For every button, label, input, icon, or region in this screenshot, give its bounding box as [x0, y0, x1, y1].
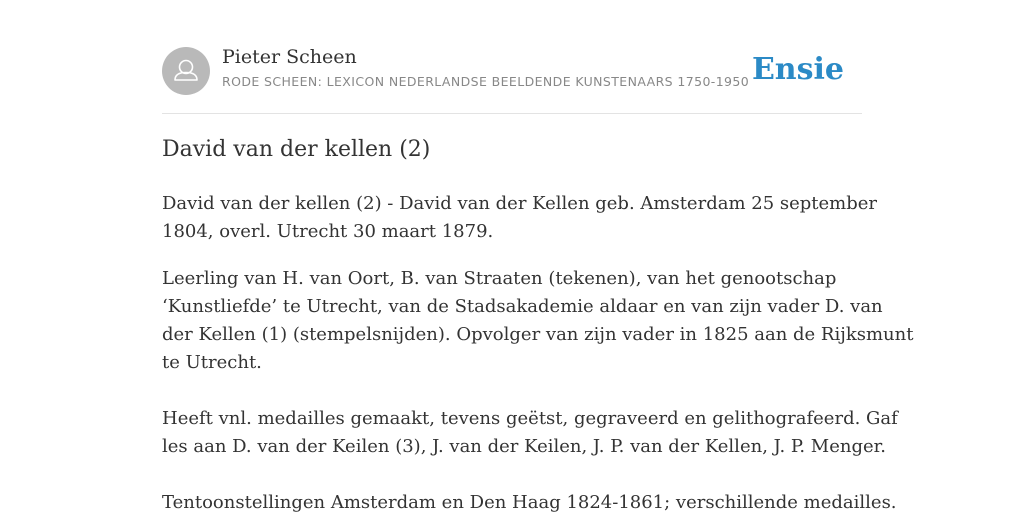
avatar[interactable] [162, 47, 210, 95]
user-icon [162, 47, 210, 95]
source-label[interactable]: RODE SCHEEN: LEXICON NEDERLANDSE BEELDENDE KUNSTENAARS 1750-1950 [222, 74, 750, 89]
author-header [162, 46, 862, 96]
paragraph-line: der Kellen (1) (stempelsnijden). Opvolger van zijn vader in 1825 aan de Rijksmunt [162, 324, 914, 345]
paragraph [162, 265, 914, 377]
paragraph [162, 405, 898, 461]
author-name[interactable]: Pieter Scheen [222, 46, 357, 68]
header-divider [162, 113, 862, 114]
paragraph-line: les aan D. van der Keilen (3), J. van der Keilen, J. P. van der Kellen, J. P. Menger. [162, 436, 886, 457]
page-title: David van der kellen (2) [162, 137, 431, 162]
paragraph-line: Tentoonstellingen Amsterdam en Den Haag 1824-1861; verschillende medailles. [162, 492, 897, 513]
paragraph-line: te Utrecht. [162, 352, 262, 373]
paragraph-line: Heeft vnl. medailles gemaakt, tevens geëtst, gegraveerd en gelithografeerd. Gaf [162, 408, 898, 429]
paragraph [162, 190, 878, 246]
paragraph-line: 1804, overl. Utrecht 30 maart 1879. [162, 221, 494, 242]
paragraph-line: Leerling van H. van Oort, B. van Straaten (tekenen), van het genootschap [162, 268, 837, 289]
paragraph-line: ‘Kunstliefde’ te Utrecht, van de Stadsakademie aldaar en van zijn vader D. van [162, 296, 883, 317]
paragraph-line: David van der kellen (2) - David van der Kellen geb. Amsterdam 25 september [162, 193, 878, 214]
ensie-logo[interactable]: Ensie [751, 52, 844, 87]
paragraph [162, 489, 897, 517]
